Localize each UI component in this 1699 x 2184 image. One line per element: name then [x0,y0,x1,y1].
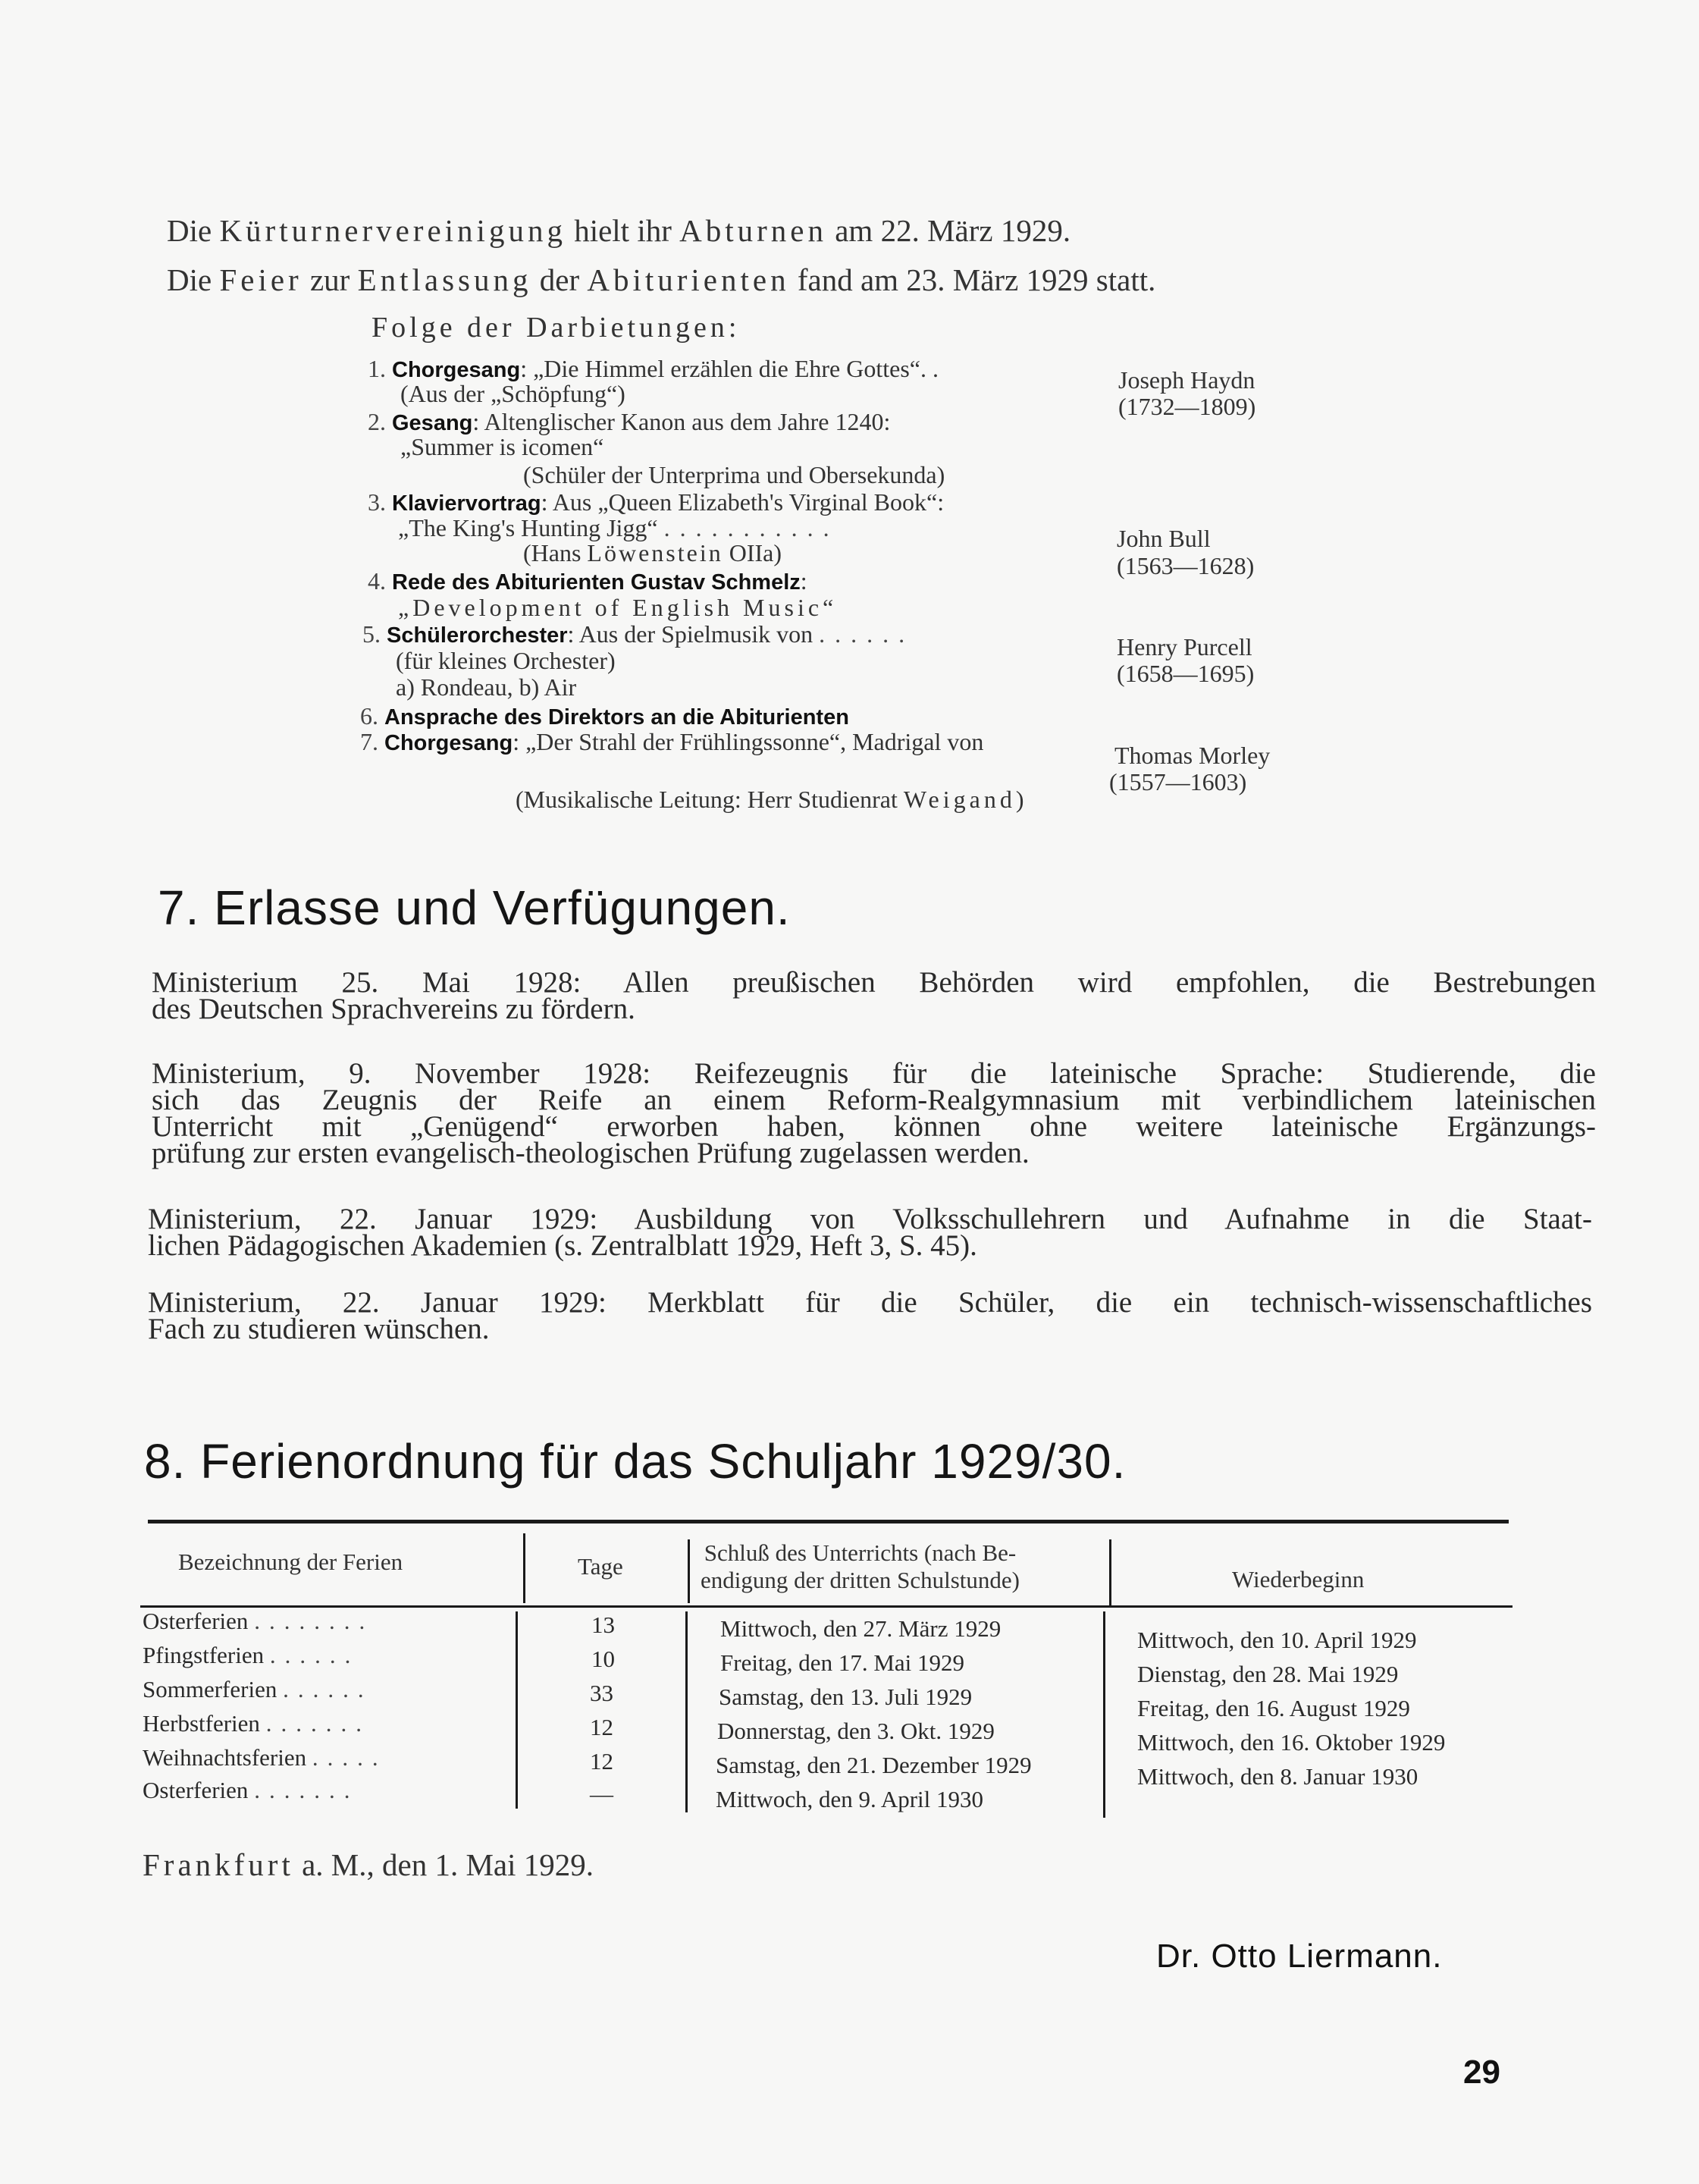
composer: John Bull [1117,525,1211,552]
composer: Henry Purcell [1117,633,1252,661]
table-row-wiederbeginn: Mittwoch, den 10. April 1929 [1137,1627,1417,1653]
program-item-sub: „Development of English Music“ [398,594,838,621]
composer: Joseph Haydn [1118,366,1255,394]
table-row-wiederbeginn: Dienstag, den 28. Mai 1929 [1137,1661,1399,1687]
table-row-tage: 12 [590,1714,613,1740]
table-row-schluss: Mittwoch, den 27. März 1929 [720,1615,1002,1642]
composer-years: (1732—1809) [1118,393,1256,420]
table-row-wiederbeginn: Mittwoch, den 8. Januar 1930 [1137,1763,1418,1790]
table-row-name: Osterferien ........ [143,1608,375,1634]
table-row-name: Osterferien ....... [143,1777,359,1803]
place-date: Frankfurt a. M., den 1. Mai 1929. [143,1847,594,1882]
table-header-wiederbeginn: Wiederbeginn [1232,1566,1365,1592]
column-divider [1103,1611,1105,1818]
composer-years: (1658—1695) [1117,660,1255,687]
decree-paragraph: Ministerium, 9. November 1928: Reifezeugnis für die lateinische Sprache: Studierende, die sich das Zeugnis der Reife an einem Reform-Realgymnasium mit verbindlichem lateinischen Unterricht mit „Genügend“ erworben haben, können ohne weitere lateinische Ergänzungs- prüfung zur ersten evangelisch-theologischen Prüfung zugelassen werden. [152,1057,1596,1169]
composer: Thomas Morley [1114,742,1271,769]
table-header-tage: Tage [578,1553,623,1580]
program-item-sub: (Schüler der Unterprima und Obersekunda) [523,461,945,488]
table-row-tage: 12 [590,1748,613,1774]
program-item-sub: (für kleines Orchester) [396,647,616,674]
table-row-schluss: Freitag, den 17. Mai 1929 [720,1649,965,1676]
section-7-heading: 7. Erlasse und Verfügungen. [158,880,791,935]
table-row-tage: 10 [591,1646,615,1672]
table-row-schluss: Samstag, den 13. Juli 1929 [719,1684,973,1710]
table-header-name: Bezeichnung der Ferien [178,1549,403,1575]
table-row-name: Sommerferien ...... [143,1676,373,1702]
program-item-sub: (Hans Löwenstein OIIa) [523,539,782,566]
program-item: 2. Gesang: Altenglischer Kanon aus dem Jahre 1240: [368,408,891,435]
program-item-sub: „The King's Hunting Jigg“ ........... [398,514,839,541]
program-heading: Folge der Darbietungen: [371,312,741,344]
program-item-sub: a) Rondeau, b) Air [396,673,577,701]
section-8-heading: 8. Ferienordnung für das Schuljahr 1929/30. [144,1434,1127,1489]
decree-paragraph: Ministerium 25. Mai 1928: Allen preußischen Behörden wird empfohlen, die Bestrebungen des Deutschen Sprachvereins zu fördern. [152,966,1596,1025]
program-item: 3. Klaviervortrag: Aus „Queen Elizabeth's Virginal Book“: [368,488,945,516]
column-divider [1109,1539,1111,1606]
column-divider [523,1533,525,1603]
musical-direction: (Musikalische Leitung: Herr Studienrat Weigand) [516,786,1024,813]
table-row-wiederbeginn: Freitag, den 16. August 1929 [1137,1695,1410,1721]
table-row-wiederbeginn: Mittwoch, den 16. Oktober 1929 [1137,1729,1446,1756]
table-row-tage: — [590,1781,613,1807]
composer-years: (1557—1603) [1109,768,1247,795]
composer-years: (1563—1628) [1117,552,1255,579]
column-divider [685,1611,688,1812]
table-row-schluss: Donnerstag, den 3. Okt. 1929 [717,1718,995,1744]
program-item-sub: (Aus der „Schöpfung“) [400,380,625,407]
table-row-name: Herbstferien ....... [143,1710,371,1737]
table-top-rule [148,1520,1509,1523]
decree-paragraph: Ministerium, 22. Januar 1929: Ausbildung von Volksschullehrern und Aufnahme in die Staat- lichen Pädagogischen Akademien (s. Zentralblatt 1929, Heft 3, S. 45). [148,1203,1592,1262]
program-item: 4. Rede des Abiturienten Gustav Schmelz: [368,567,807,595]
decree-paragraph: Ministerium, 22. Januar 1929: Merkblatt für die Schüler, die ein technisch-wissenschaftliches Fach zu studieren wünschen. [148,1286,1592,1345]
table-row-name: Pfingstferien ...... [143,1642,360,1668]
program-item: 1. Chorgesang: „Die Himmel erzählen die Ehre Gottes“. . [368,355,939,382]
table-header-schluss: Schluß des Unterrichts (nach Be- endigung der dritten Schulstunde) [701,1539,1020,1593]
table-row-tage: 33 [590,1680,613,1706]
program-item: 6. Ansprache des Direktors an die Abiturienten [360,702,849,730]
column-divider [516,1611,518,1809]
program-item: 5. Schülerorchester: Aus der Spielmusik von ...... [362,620,915,648]
table-row-tage: 13 [591,1611,615,1638]
table-row-name: Weihnachtsferien ..... [143,1744,387,1771]
table-row-schluss: Mittwoch, den 9. April 1930 [716,1786,984,1812]
table-row-schluss: Samstag, den 21. Dezember 1929 [716,1752,1032,1778]
program-item: 7. Chorgesang: „Der Strahl der Frühlingssonne“, Madrigal von [360,728,984,755]
page-number: 29 [1463,2054,1500,2091]
program-item-sub: „Summer is icomen“ [400,433,604,460]
signature: Dr. Otto Liermann. [1156,1938,1443,1975]
column-divider [688,1539,690,1603]
intro-line-2: Die Feier zur Entlassung der Abiturienten fand am 23. März 1929 statt. [167,262,1156,297]
intro-line-1: Die Kürturnervereinigung hielt ihr Abturnen am 22. März 1929. [167,213,1071,248]
